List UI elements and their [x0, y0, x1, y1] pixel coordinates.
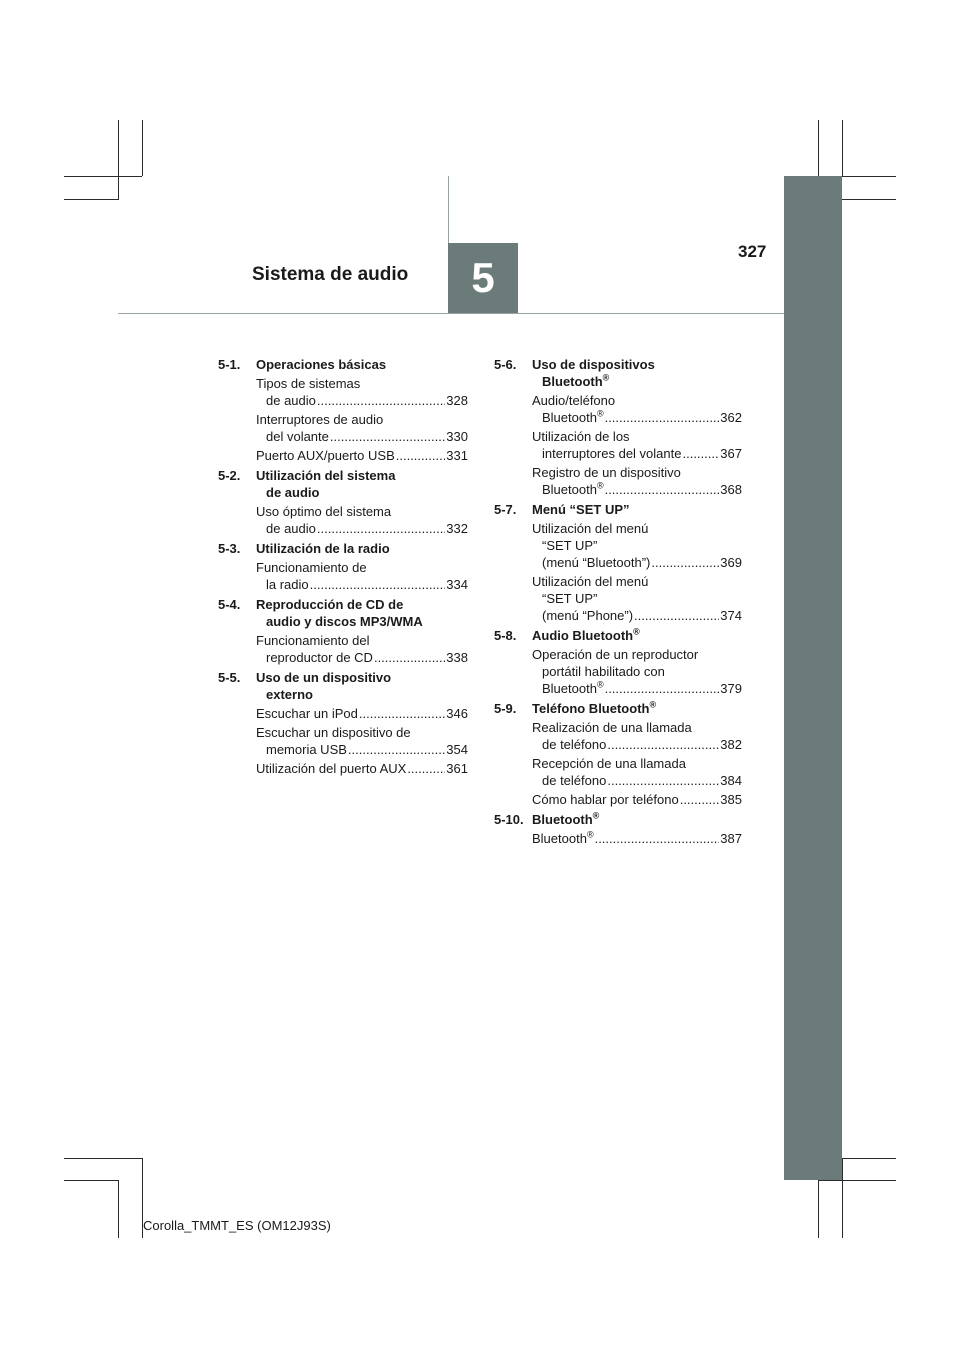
toc-entry[interactable] [218, 760, 468, 777]
toc-entry[interactable] [494, 646, 742, 697]
section-title [256, 596, 468, 630]
entry-page-number: 384 [720, 773, 742, 788]
chapter-number-box [448, 243, 518, 313]
entry-leader-line [256, 576, 468, 593]
section-title-line: Utilización de la radio [256, 541, 390, 556]
section-title [532, 501, 742, 518]
toc-entry[interactable] [494, 830, 742, 847]
toc-entry[interactable] [218, 411, 468, 445]
section-heading [218, 669, 468, 703]
entry-text-line: Funcionamiento de [256, 560, 367, 575]
section-heading [494, 501, 742, 518]
dot-leader [607, 736, 719, 753]
header-divider-vertical [448, 176, 449, 243]
entry-leader-line [532, 607, 742, 624]
entry-leader-line [532, 445, 742, 462]
registered-mark: ® [592, 810, 600, 821]
section-number: 5-6. [494, 357, 517, 372]
dot-leader [317, 520, 445, 537]
toc-entry[interactable] [218, 559, 468, 593]
crop-mark [64, 1158, 142, 1159]
entry-leader-line [532, 830, 742, 847]
toc-section [218, 467, 468, 537]
toc-entry[interactable] [494, 791, 742, 808]
section-heading [494, 356, 742, 390]
entry-label: de audio [266, 393, 316, 408]
entry-leader-line [532, 791, 742, 808]
entry-label: Bluetooth® [542, 408, 604, 425]
section-title [532, 811, 742, 828]
entry-page-number: 361 [446, 761, 468, 776]
entry-text-line: Recepción de una llamada [532, 756, 686, 771]
toc-section [218, 596, 468, 666]
entry-page-number: 374 [720, 608, 742, 623]
entry-page-number: 346 [446, 706, 468, 721]
section-title-line: Utilización del sistema [256, 468, 396, 483]
entry-text-line: Registro de un dispositivo [532, 465, 681, 480]
section-number: 5-10. [494, 812, 524, 827]
entry-page-number: 382 [720, 737, 742, 752]
dot-leader [330, 428, 445, 445]
section-number: 5-3. [218, 541, 241, 556]
entry-label: (menú “Phone”) [542, 608, 634, 623]
section-number: 5-9. [494, 701, 517, 716]
section-title-line: externo [266, 687, 313, 702]
entry-label: reproductor de CD [266, 650, 373, 665]
page-number: 327 [738, 242, 767, 261]
dot-leader [607, 772, 719, 789]
toc-section [494, 811, 742, 847]
toc-entry[interactable] [218, 503, 468, 537]
toc-entry[interactable] [218, 705, 468, 722]
section-title-line: Bluetooth® [542, 372, 610, 389]
section-title-line: Uso de dispositivos [532, 357, 655, 372]
section-title [256, 669, 468, 703]
dot-leader [348, 741, 445, 758]
entry-page-number: 385 [720, 792, 742, 807]
section-title [256, 540, 468, 557]
section-title [532, 700, 742, 717]
dot-leader [374, 649, 445, 666]
entry-page-number: 332 [446, 521, 468, 536]
section-heading [494, 627, 742, 644]
entry-leader-line [532, 554, 742, 571]
dot-leader [682, 445, 719, 462]
dot-leader [651, 554, 719, 571]
entry-leader-line [532, 772, 742, 789]
section-heading [218, 596, 468, 630]
dot-leader [605, 409, 720, 426]
entry-label: Puerto AUX/puerto USB [256, 448, 395, 463]
entry-page-number: 387 [720, 831, 742, 846]
entry-text-line: Funcionamiento del [256, 633, 370, 648]
toc-entry[interactable] [494, 520, 742, 571]
entry-leader-line [532, 736, 742, 753]
crop-mark [842, 1158, 843, 1238]
section-heading [218, 356, 468, 373]
section-number: 5-1. [218, 357, 241, 372]
entry-page-number: 338 [446, 650, 468, 665]
toc-column-left [218, 356, 468, 780]
crop-mark [818, 1180, 819, 1238]
section-title [532, 627, 742, 644]
entry-text-line: Realización de una llamada [532, 720, 692, 735]
toc-section [494, 700, 742, 808]
dot-leader [407, 760, 445, 777]
toc-entry[interactable] [218, 375, 468, 409]
section-heading [218, 467, 468, 501]
entry-page-number: 367 [720, 446, 742, 461]
section-title-line: Reproducción de CD de [256, 597, 404, 612]
entry-label: Escuchar un iPod [256, 706, 358, 721]
toc-section [218, 540, 468, 593]
section-number: 5-7. [494, 502, 517, 517]
entry-label: la radio [266, 577, 309, 592]
section-title-line: Bluetooth® [532, 810, 600, 827]
entry-page-number: 334 [446, 577, 468, 592]
entry-label: memoria USB [266, 742, 347, 757]
entry-page-number: 379 [720, 681, 742, 696]
section-title-line: de audio [266, 485, 320, 500]
dot-leader [680, 791, 720, 808]
chapter-side-tab [784, 176, 842, 1180]
toc-entry[interactable] [494, 573, 742, 624]
entry-text-line: Operación de un reproductor [532, 647, 699, 662]
entry-label: de teléfono [542, 773, 607, 788]
toc-section [218, 356, 468, 464]
entry-text-line: “SET UP” [542, 538, 598, 553]
entry-page-number: 330 [446, 429, 468, 444]
crop-mark [118, 1180, 119, 1238]
chapter-title: Sistema de audio [252, 264, 409, 285]
registered-mark: ® [633, 626, 640, 637]
entry-text-line: Escuchar un dispositivo de [256, 725, 411, 740]
chapter-number: 5 [471, 254, 495, 301]
entry-leader-line [256, 520, 468, 537]
section-title-line: audio y discos MP3/WMA [266, 614, 423, 629]
section-number: 5-4. [218, 597, 241, 612]
crop-mark [842, 120, 843, 176]
registered-mark: ® [649, 699, 657, 710]
entry-text-line: Utilización del menú [532, 521, 649, 536]
registered-mark: ® [596, 480, 604, 491]
entry-label: Cómo hablar por teléfono [532, 792, 679, 807]
crop-mark [818, 1180, 896, 1181]
entry-text-line: Uso óptimo del sistema [256, 504, 392, 519]
toc-entry[interactable] [494, 755, 742, 789]
entry-leader-line [256, 428, 468, 445]
toc-entry[interactable] [494, 464, 742, 498]
dot-leader [396, 447, 446, 464]
entry-leader-line [256, 705, 468, 722]
entry-label: de audio [266, 521, 316, 536]
entry-page-number: 362 [720, 410, 742, 425]
footer-doc-code: Corolla_TMMT_ES (OM12J93S) [143, 1218, 331, 1233]
entry-label: de teléfono [542, 737, 607, 752]
registered-mark: ® [596, 679, 604, 690]
section-number: 5-2. [218, 468, 241, 483]
entry-leader-line [256, 741, 468, 758]
section-heading [218, 540, 468, 557]
header-divider [118, 313, 784, 314]
crop-mark [118, 120, 119, 200]
entry-text-line: Tipos de sistemas [256, 376, 361, 391]
crop-mark [842, 1158, 896, 1159]
entry-label: Bluetooth® [542, 679, 604, 696]
crop-mark [142, 120, 143, 176]
entry-label: interruptores del volante [542, 446, 682, 461]
section-title-line: Uso de un dispositivo [256, 670, 392, 685]
entry-label: del volante [266, 429, 329, 444]
toc-section [218, 669, 468, 777]
section-number: 5-5. [218, 670, 241, 685]
section-heading [494, 811, 742, 828]
entry-page-number: 331 [446, 448, 468, 463]
entry-page-number: 328 [446, 393, 468, 408]
section-title-line: Operaciones básicas [256, 357, 387, 372]
entry-label: Bluetooth® [542, 480, 604, 497]
entry-leader-line [532, 680, 742, 697]
toc-entry[interactable] [218, 632, 468, 666]
toc-section [494, 356, 742, 498]
dot-leader [310, 576, 446, 593]
entry-text-line: Utilización de los [532, 429, 630, 444]
crop-mark [64, 1180, 119, 1181]
dot-leader [359, 705, 445, 722]
entry-page-number: 354 [446, 742, 468, 757]
entry-leader-line [256, 760, 468, 777]
toc-column-right [494, 356, 742, 850]
entry-text-line: portátil habilitado con [542, 664, 665, 679]
entry-leader-line [256, 392, 468, 409]
toc-entry[interactable] [494, 392, 742, 426]
toc-entry[interactable] [494, 428, 742, 462]
toc-section [494, 501, 742, 624]
dot-leader [605, 481, 720, 498]
entry-label: Utilización del puerto AUX [256, 761, 407, 776]
section-title [256, 467, 468, 501]
section-heading [494, 700, 742, 717]
section-title-line: Audio Bluetooth® [532, 626, 640, 643]
entry-leader-line [256, 447, 468, 464]
registered-mark: ® [586, 829, 594, 840]
toc-entry[interactable] [494, 719, 742, 753]
section-title-line: Menú “SET UP” [532, 502, 630, 517]
toc-section [494, 627, 742, 697]
entry-leader-line [532, 409, 742, 426]
section-title [532, 356, 742, 390]
entry-leader-line [256, 649, 468, 666]
registered-mark: ® [602, 372, 610, 383]
entry-page-number: 369 [720, 555, 742, 570]
crop-mark [842, 176, 896, 177]
crop-mark [64, 199, 119, 200]
entry-text-line: “SET UP” [542, 591, 598, 606]
section-title [256, 356, 468, 373]
dot-leader [317, 392, 445, 409]
entry-text-line: Interruptores de audio [256, 412, 384, 427]
registered-mark: ® [596, 408, 604, 419]
entry-label: Bluetooth® [532, 829, 594, 846]
toc-entry[interactable] [218, 724, 468, 758]
toc-entry[interactable] [218, 447, 468, 464]
dot-leader [595, 830, 720, 847]
section-title-line: Teléfono Bluetooth® [532, 699, 657, 716]
section-number: 5-8. [494, 628, 517, 643]
dot-leader [605, 680, 720, 697]
entry-page-number: 368 [720, 482, 742, 497]
crop-mark [64, 176, 142, 177]
entry-label: (menú “Bluetooth”) [542, 555, 651, 570]
entry-text-line: Audio/teléfono [532, 393, 616, 408]
dot-leader [634, 607, 719, 624]
entry-text-line: Utilización del menú [532, 574, 649, 589]
entry-leader-line [532, 481, 742, 498]
